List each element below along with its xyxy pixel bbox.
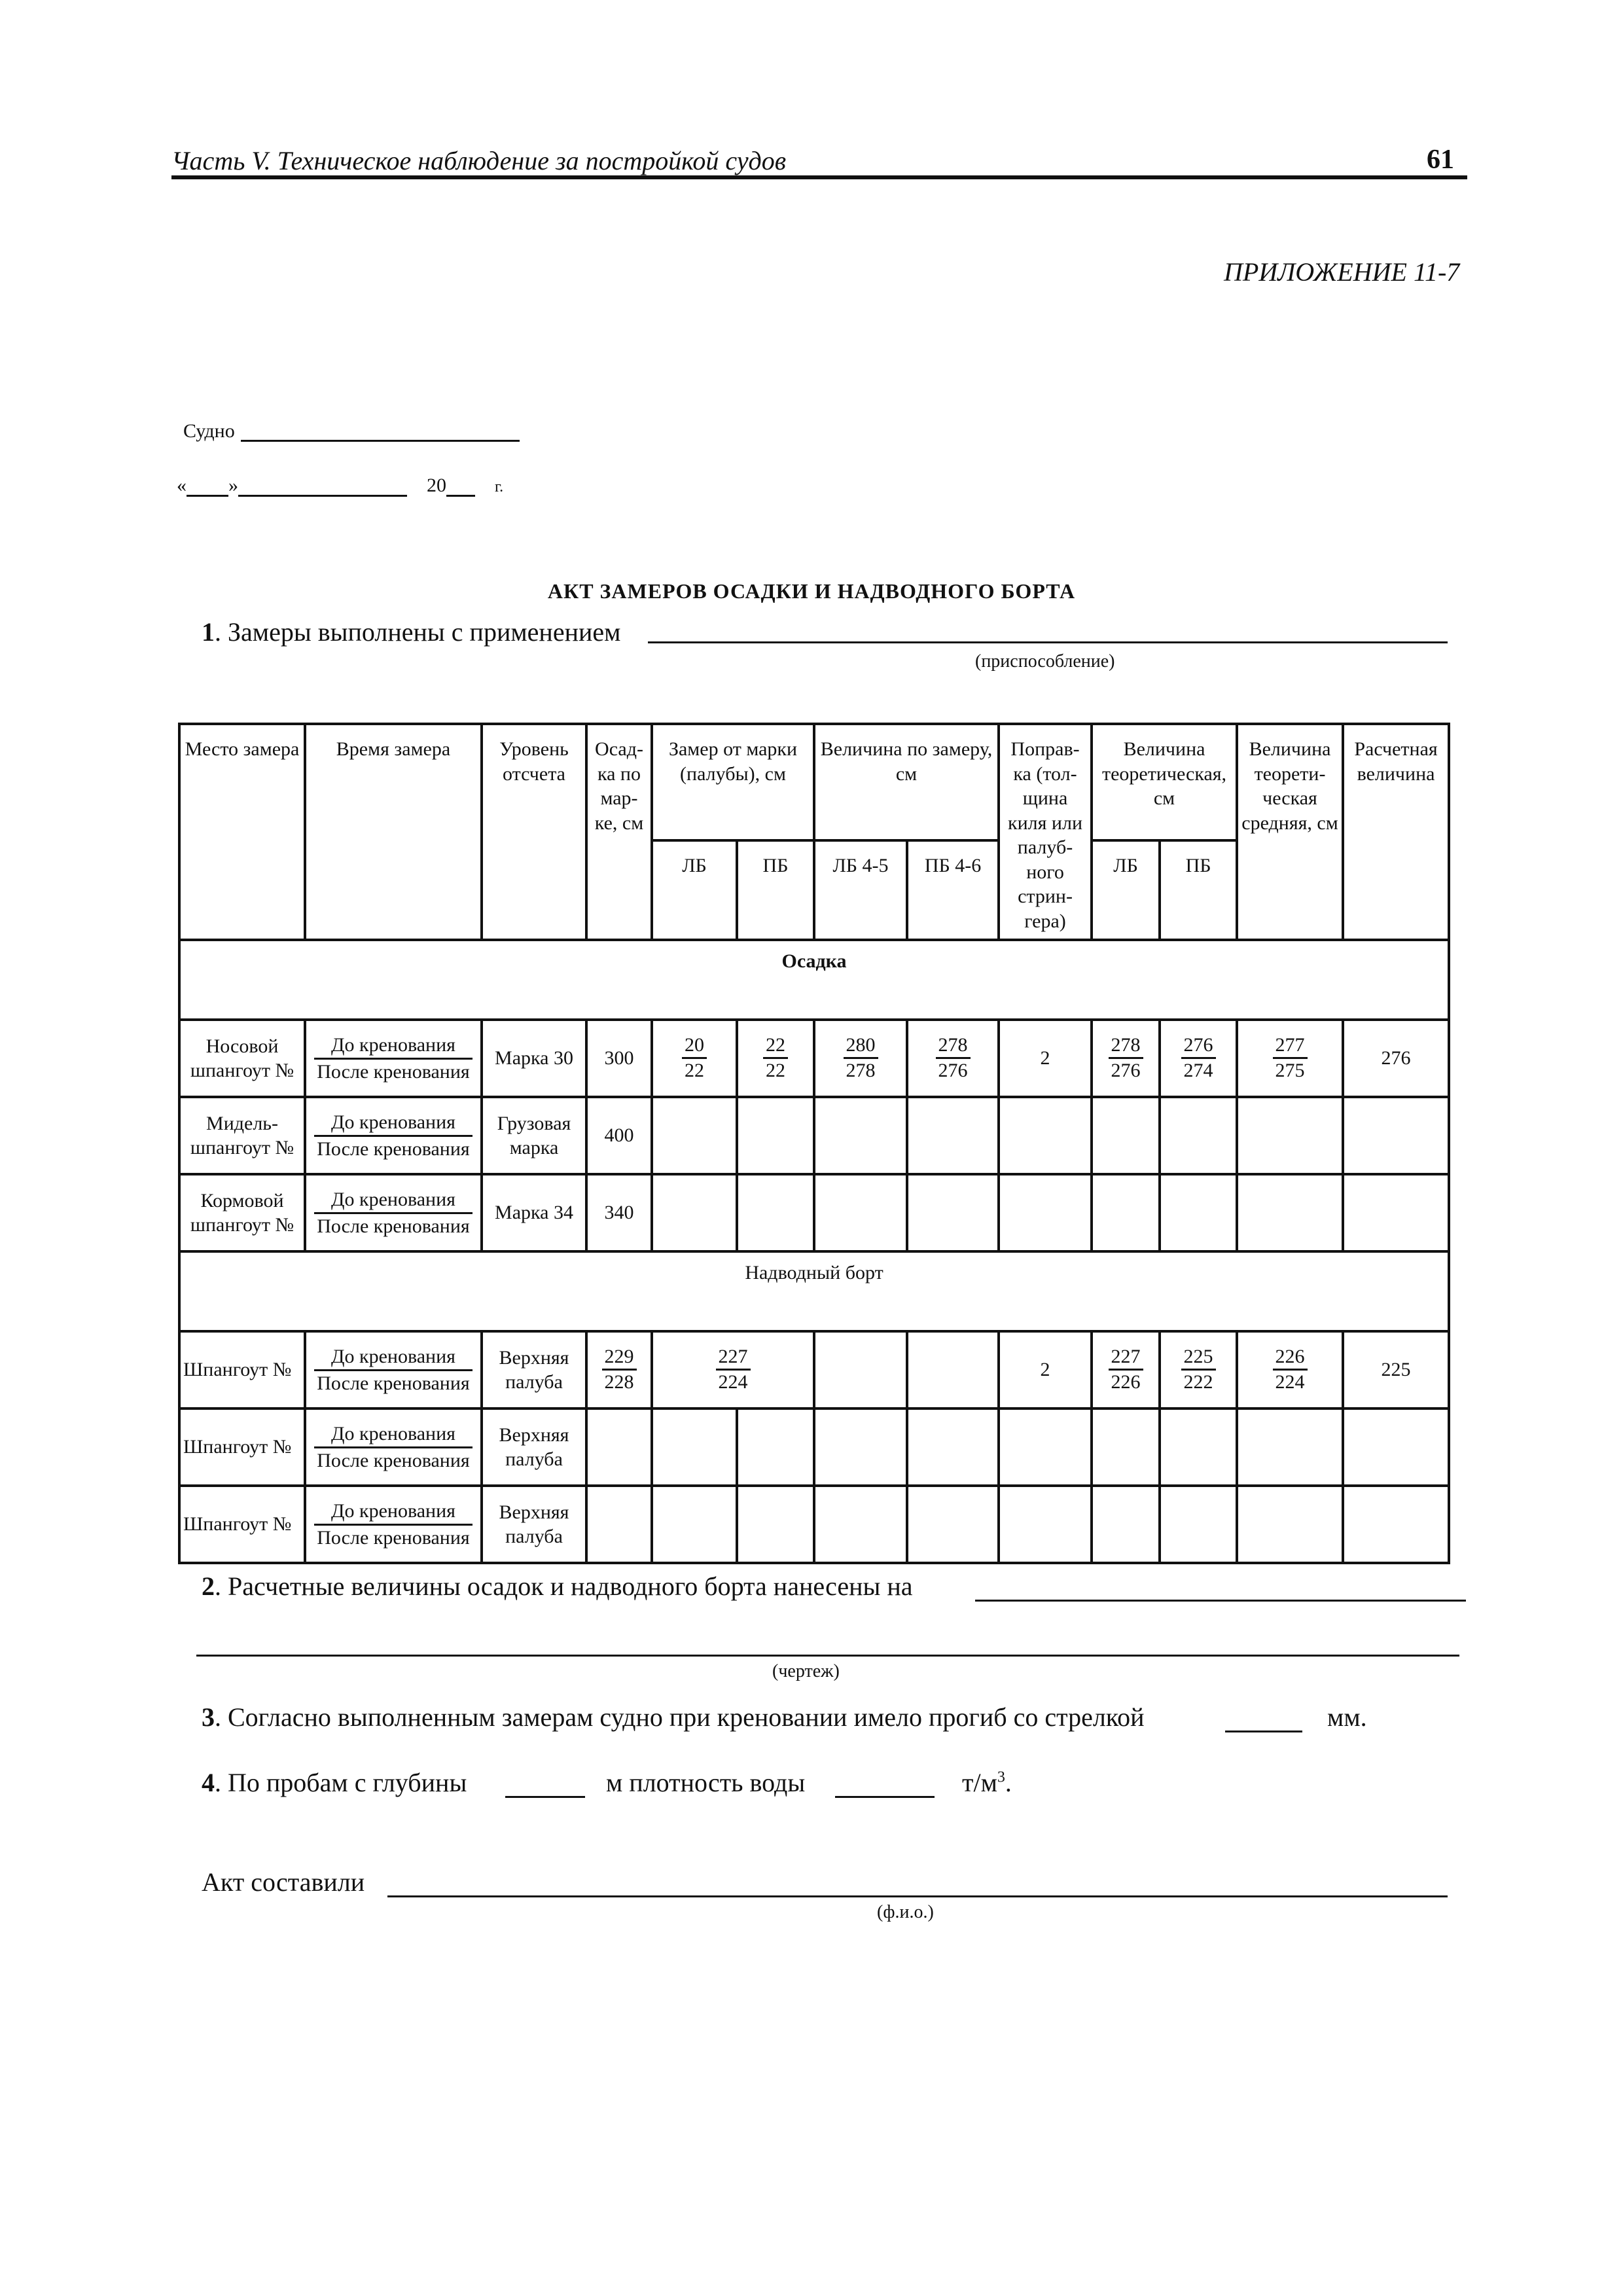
item4-depth-field[interactable] [505, 1796, 585, 1798]
cell-empty[interactable] [999, 1486, 1092, 1563]
fraction [1109, 1033, 1143, 1083]
item4-text-b: м плотность воды [606, 1768, 806, 1797]
cell-level: Верхняя палуба [482, 1408, 586, 1486]
cell-draft [586, 1331, 652, 1408]
table-row [179, 1097, 1449, 1174]
cell-empty[interactable] [907, 1486, 999, 1563]
cell-value-pb46 [907, 1020, 999, 1097]
th-calculated: Расчетная величина [1343, 724, 1449, 940]
document-title: АКТ ЗАМЕРОВ ОСАДКИ И НАДВОДНОГО БОРТА [547, 579, 1076, 603]
table-row [179, 1331, 1449, 1408]
item3-number: 3 [202, 1702, 215, 1732]
cell-theor-pb [1160, 1020, 1237, 1097]
cell-empty[interactable] [586, 1486, 652, 1563]
item4-density-field[interactable] [835, 1796, 935, 1798]
fraction-before: 226 [1273, 1345, 1308, 1371]
date-year-suffix: г. [495, 478, 504, 495]
item4-unit-base: т/м [962, 1768, 997, 1797]
cell-time [305, 1097, 482, 1174]
fraction [602, 1345, 637, 1394]
fraction [1181, 1033, 1216, 1083]
stage-after: После кренования [317, 1138, 470, 1160]
item3-unit: мм. [1327, 1702, 1367, 1732]
section-freeboard [179, 1251, 1449, 1331]
cell-mark-pb [737, 1020, 814, 1097]
th-level: Уровень отсчета [482, 724, 586, 940]
fraction-after: 276 [1111, 1060, 1141, 1082]
th-draft-mark: Осад-ка по мар-ке, см [586, 724, 652, 940]
cell-level: Грузовая марка [482, 1097, 586, 1174]
cell-value-lb45 [814, 1020, 907, 1097]
fraction [716, 1345, 751, 1394]
cell-theor-lb [1092, 1331, 1160, 1408]
item1-text: . Замеры выполнены с применением [215, 617, 621, 647]
th-place: Место замера [179, 724, 305, 940]
cell-empty[interactable] [737, 1408, 814, 1486]
cell-place: Шпангоут № [179, 1486, 305, 1563]
table-row [179, 1408, 1449, 1486]
signature-field[interactable] [387, 1895, 1448, 1897]
cell-level: Марка 34 [482, 1174, 586, 1251]
th-measured-value: Величина по замеру, см [814, 724, 999, 840]
cell-place: Кормовой шпангоут № [179, 1174, 305, 1251]
cell-theor-avg [1237, 1331, 1343, 1408]
fraction-after: 22 [685, 1060, 704, 1082]
cell-empty[interactable] [1237, 1408, 1343, 1486]
th-mark-measure: Замер от марки (палубы), см [652, 724, 814, 840]
header-rule [171, 175, 1467, 179]
cell-mark-measure [652, 1331, 814, 1408]
cell-empty[interactable] [907, 1331, 999, 1408]
cell-place: Носовой шпангоут № [179, 1020, 305, 1097]
cell-empty[interactable] [737, 1097, 814, 1174]
cell-empty[interactable] [1237, 1486, 1343, 1563]
cell-empty[interactable] [1160, 1486, 1237, 1563]
th-mark-pb: ПБ [737, 840, 814, 940]
stage-label [314, 1187, 472, 1238]
stage-label [314, 1344, 472, 1395]
fraction-before: 22 [763, 1033, 788, 1059]
item2-field-continued[interactable] [196, 1655, 1459, 1657]
fraction-after: 22 [766, 1060, 785, 1082]
cell-time [305, 1408, 482, 1486]
fraction [844, 1033, 878, 1083]
cell-empty[interactable] [1092, 1408, 1160, 1486]
date-year-prefix: 20 [427, 475, 446, 496]
section-draft-label: Осадка [781, 950, 847, 972]
cell-empty[interactable] [1343, 1174, 1449, 1251]
cell-place: Шпангоут № [179, 1331, 305, 1408]
stage-after: После кренования [317, 1526, 470, 1549]
ship-label: Судно [183, 420, 235, 442]
table-row [179, 1486, 1449, 1563]
date-year-field[interactable] [446, 475, 475, 497]
appendix-label: ПРИЛОЖЕНИЕ 11-7 [1224, 257, 1460, 287]
th-theoretical: Величина теоретическая, см [1092, 724, 1237, 840]
stage-label [314, 1499, 472, 1550]
cell-empty[interactable] [907, 1097, 999, 1174]
stage-after: После кренования [317, 1372, 470, 1394]
date-month-field[interactable] [238, 475, 407, 497]
cell-time [305, 1486, 482, 1563]
th-value-lb45: ЛБ 4-5 [814, 840, 907, 940]
cell-correction: 2 [999, 1331, 1092, 1408]
table-row [179, 1174, 1449, 1251]
fraction-after: 224 [718, 1371, 748, 1393]
cell-correction: 2 [999, 1020, 1092, 1097]
stage-before: До кренования [314, 1110, 472, 1137]
item2-text: . Расчетные величины осадок и надводного борта нанесены на [215, 1571, 913, 1601]
stage-before: До кренования [314, 1422, 472, 1448]
fraction [1109, 1345, 1143, 1394]
measurement-table [178, 723, 1450, 1564]
date-day-field[interactable] [187, 475, 228, 497]
cell-empty[interactable] [1343, 1097, 1449, 1174]
fraction-after: 276 [938, 1060, 968, 1082]
item1-hint: (приспособление) [975, 651, 1115, 672]
fraction [1273, 1033, 1308, 1083]
fraction-before: 278 [1109, 1033, 1143, 1059]
fraction [682, 1033, 707, 1083]
item4-unit-end: . [1005, 1768, 1012, 1797]
item1 [202, 617, 620, 647]
signature-label: Акт составили [202, 1867, 365, 1897]
fraction-after: 224 [1275, 1371, 1305, 1393]
cell-empty[interactable] [1160, 1408, 1237, 1486]
item4-text-a: . По пробам с глубины [215, 1768, 467, 1797]
cell-time [305, 1174, 482, 1251]
section-draft [179, 940, 1449, 1020]
signature-hint: (ф.и.о.) [877, 1902, 934, 1922]
cell-empty[interactable] [814, 1486, 907, 1563]
item2-field[interactable] [975, 1600, 1466, 1602]
th-theor-pb: ПБ [1160, 840, 1237, 940]
cell-empty[interactable] [652, 1174, 737, 1251]
fraction [1181, 1345, 1216, 1394]
fraction-after: 228 [604, 1371, 634, 1393]
running-title: Часть V. Техническое наблюдение за постройкой судов [171, 146, 787, 175]
fraction-before: 280 [844, 1033, 878, 1059]
fraction [936, 1033, 971, 1083]
fraction-before: 277 [1273, 1033, 1308, 1059]
cell-empty[interactable] [1343, 1408, 1449, 1486]
item4 [202, 1767, 467, 1798]
fraction-before: 20 [682, 1033, 707, 1059]
section-freeboard-label: Надводный борт [745, 1262, 883, 1283]
cell-empty[interactable] [737, 1174, 814, 1251]
table-row [179, 1020, 1449, 1097]
cell-level: Верхняя палуба [482, 1331, 586, 1408]
th-theoretical-avg: Величина теорети-ческая средняя, см [1237, 724, 1343, 940]
cell-empty[interactable] [1092, 1097, 1160, 1174]
item3-deflection-field[interactable] [1225, 1731, 1302, 1732]
cell-empty[interactable] [652, 1486, 737, 1563]
stage-label [314, 1033, 472, 1084]
cell-theor-avg [1237, 1020, 1343, 1097]
th-theor-lb: ЛБ [1092, 840, 1160, 940]
date-open-quote: « [177, 475, 187, 496]
fraction-before: 227 [1109, 1345, 1143, 1371]
fraction [1273, 1345, 1308, 1394]
cell-empty[interactable] [737, 1486, 814, 1563]
cell-empty[interactable] [814, 1408, 907, 1486]
fraction-before: 278 [936, 1033, 971, 1059]
item4-unit-sup: 3 [997, 1768, 1005, 1786]
cell-empty[interactable] [652, 1408, 737, 1486]
fraction-after: 274 [1183, 1060, 1213, 1082]
item2 [202, 1571, 913, 1602]
date-close-quote: » [228, 475, 238, 496]
fraction-before: 276 [1181, 1033, 1216, 1059]
th-mark-lb: ЛБ [652, 840, 737, 940]
cell-empty[interactable] [814, 1097, 907, 1174]
stage-after: После кренования [317, 1215, 470, 1237]
cell-empty[interactable] [1237, 1097, 1343, 1174]
page-number: 61 [1427, 145, 1454, 175]
cell-place: Мидель-шпангоут № [179, 1097, 305, 1174]
cell-empty[interactable] [1160, 1174, 1237, 1251]
fraction-after: 275 [1275, 1060, 1305, 1082]
cell-empty[interactable] [586, 1408, 652, 1486]
cell-time [305, 1020, 482, 1097]
item2-hint: (чертеж) [772, 1661, 840, 1681]
cell-empty[interactable] [999, 1174, 1092, 1251]
date-row [177, 475, 503, 497]
th-time: Время замера [305, 724, 482, 940]
cell-calculated: 225 [1343, 1331, 1449, 1408]
cell-empty[interactable] [814, 1174, 907, 1251]
cell-empty[interactable] [1343, 1486, 1449, 1563]
cell-empty[interactable] [999, 1097, 1092, 1174]
cell-calculated: 276 [1343, 1020, 1449, 1097]
cell-empty[interactable] [1092, 1174, 1160, 1251]
fraction-after: 226 [1111, 1371, 1141, 1393]
cell-time [305, 1331, 482, 1408]
stage-after: После кренования [317, 1449, 470, 1471]
stage-label [314, 1110, 472, 1161]
cell-empty[interactable] [1237, 1174, 1343, 1251]
cell-mark-lb [652, 1020, 737, 1097]
cell-empty[interactable] [1092, 1486, 1160, 1563]
stage-before: До кренования [314, 1499, 472, 1526]
stage-before: До кренования [314, 1344, 472, 1371]
fraction-after: 222 [1183, 1371, 1213, 1393]
cell-empty[interactable] [652, 1097, 737, 1174]
cell-theor-lb [1092, 1020, 1160, 1097]
cell-theor-pb [1160, 1331, 1237, 1408]
item2-number: 2 [202, 1571, 215, 1601]
stage-before: До кренования [314, 1187, 472, 1214]
cell-empty[interactable] [907, 1408, 999, 1486]
fraction [763, 1033, 788, 1083]
cell-empty[interactable] [1160, 1097, 1237, 1174]
cell-empty[interactable] [814, 1331, 907, 1408]
th-value-pb46: ПБ 4-6 [907, 840, 999, 940]
fraction-before: 225 [1181, 1345, 1216, 1371]
item1-number: 1 [202, 617, 215, 647]
cell-place: Шпангоут № [179, 1408, 305, 1486]
cell-level: Марка 30 [482, 1020, 586, 1097]
fraction-after: 278 [846, 1060, 876, 1082]
fraction-before: 229 [602, 1345, 637, 1371]
cell-empty[interactable] [907, 1174, 999, 1251]
cell-empty[interactable] [999, 1408, 1092, 1486]
item4-number: 4 [202, 1768, 215, 1797]
item1-device-field[interactable] [648, 641, 1448, 643]
cell-level: Верхняя палуба [482, 1486, 586, 1563]
fraction-before: 227 [716, 1345, 751, 1371]
stage-before: До кренования [314, 1033, 472, 1060]
item3 [202, 1702, 1145, 1732]
stage-label [314, 1422, 472, 1473]
cell-draft: 300 [586, 1020, 652, 1097]
ship-field[interactable] [241, 440, 520, 442]
cell-draft: 340 [586, 1174, 652, 1251]
item3-text: . Согласно выполненным замерам судно при креновании имело прогиб со стрелкой [215, 1702, 1145, 1732]
cell-draft: 400 [586, 1097, 652, 1174]
item4-unit [962, 1767, 1012, 1798]
stage-after: После кренования [317, 1060, 470, 1083]
th-correction: Поправ-ка (тол-щина киля или палуб-ного стрин-гера) [999, 724, 1092, 940]
